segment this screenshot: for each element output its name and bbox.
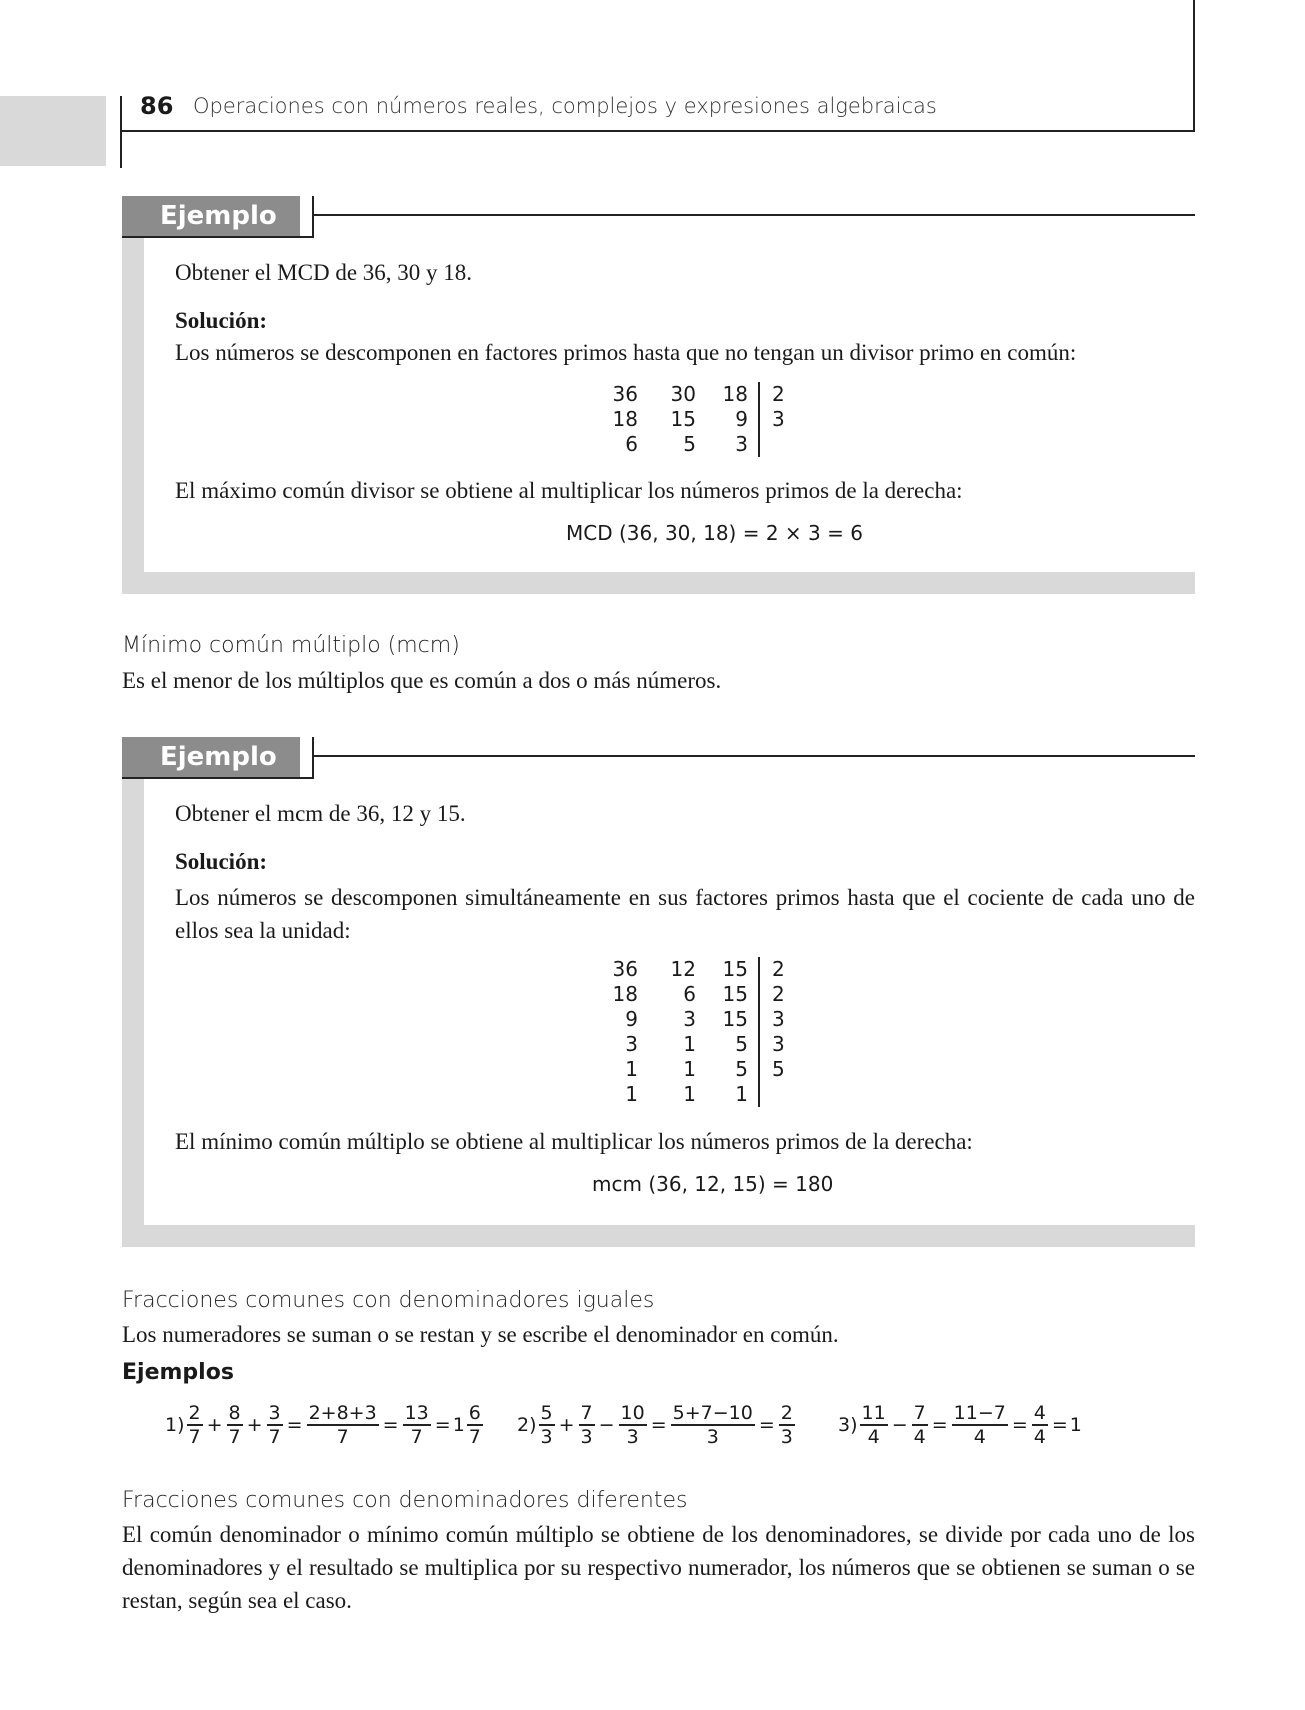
table-row [612,1007,800,1032]
example-tab: Ejemplo [122,196,300,236]
prime-factor: 3 [759,1007,800,1032]
fraction-example-2: 2) $\frac{5}{3}$ + $\frac{7}{3}$ − $\frac{10}{3}$ = $\frac{5+7-10}{3}$ = $\frac{2}{3}$ [517,1402,793,1448]
section-title-different-denominators: Fracciones comunes con denominadores diferentes [122,1488,688,1513]
table-cell: 5 [683,432,696,456]
table-cell: 36 [612,957,638,981]
prime-division-table [612,957,800,1107]
fraction: $\frac{5+7-10}{3}$ [672,1402,753,1448]
fraction: $\frac{13}{7}$ [404,1402,429,1448]
fraction: $\frac{3}{7}$ [268,1402,281,1448]
table-cell: 18 [612,982,638,1006]
result-equation: MCD (36, 30, 18) = 2 × 3 = 6 [566,521,863,545]
example-tab: Ejemplo [122,737,300,777]
fraction: $\frac{11}{4}$ [861,1402,886,1448]
prime-factor: 5 [759,1057,800,1082]
table-cell: 5 [735,1057,748,1081]
fraction: $\frac{2+8+3}{7}$ [308,1402,377,1448]
table-cell: 6 [683,982,696,1006]
table-cell: 1 [683,1057,696,1081]
examples-heading: Ejemplos [122,1360,234,1385]
prime-factor: 2 [759,982,800,1007]
table-cell: 12 [670,957,696,981]
prime-factor [759,1082,800,1107]
table-cell: 15 [722,957,748,981]
header-divider-vertical [120,96,122,168]
table-cell: 1 [683,1032,696,1056]
table-cell: 5 [735,1032,748,1056]
solution-label: Solución: [175,849,268,874]
table-cell: 15 [722,982,748,1006]
example-bottom-bar [122,572,1195,594]
example-statement: Obtener el mcm de 36, 12 y 15. [175,801,466,826]
section-text-mcm: Es el menor de los múltiplos que es común a dos o más números. [122,668,722,693]
section-title-equal-denominators: Fracciones comunes con denominadores iguales [122,1288,655,1313]
example-number: 3) [838,1413,858,1436]
fraction: $\frac{2}{7}$ [188,1402,201,1448]
table-row [612,1032,800,1057]
prime-factor: 2 [759,382,800,407]
tab-border-bottom [122,777,314,779]
mixed-number: 1 $\frac{6}{7}$ [452,1402,481,1448]
fraction: $\frac{2}{3}$ [780,1402,793,1448]
table-cell: 36 [612,382,638,406]
solution-label: Solución: [175,308,268,333]
final-result: 1 [1069,1413,1082,1436]
table-row [612,982,800,1007]
table-cell: 1 [683,1082,696,1106]
table-cell: 15 [670,407,696,431]
table-cell: 3 [625,1032,638,1056]
result-equation: mcm (36, 12, 15) = 180 [592,1172,834,1196]
table-row [612,407,800,432]
example-bottom-bar [122,1225,1195,1247]
table-cell: 3 [683,1007,696,1031]
table-cell: 9 [625,1007,638,1031]
table-cell: 18 [722,382,748,406]
tab-border [312,737,314,779]
prime-division-table [612,382,800,457]
fraction: $\frac{10}{3}$ [620,1402,645,1448]
table-row [612,957,800,982]
conclusion-text: El mínimo común múltiplo se obtiene al multiplicar los números primos de la derecha: [175,1129,973,1154]
section-title-mcm: Mínimo común múltiplo (mcm) [122,633,460,658]
fraction: $\frac{7}{4}$ [913,1402,926,1448]
fraction: $\frac{7}{3}$ [580,1402,593,1448]
table-row [612,382,800,407]
fraction: $\frac{4}{4}$ [1033,1402,1046,1448]
table-row [612,1057,800,1082]
table-row [612,432,800,457]
example-left-bar [122,779,144,1245]
table-cell: 9 [735,407,748,431]
prime-factor: 3 [759,1032,800,1057]
table-cell: 18 [612,407,638,431]
prime-factor: 2 [759,957,800,982]
header-gray-block [0,96,106,166]
example-statement: Obtener el MCD de 36, 30 y 18. [175,260,473,285]
fraction-example-1: 1) $\frac{2}{7}$ + $\frac{8}{7}$ + $\frac{3}{7}$ = $\frac{2+8+3}{7}$ = $\frac{13}{7}$ = 1 $\frac{6}{7}$ [165,1402,485,1448]
example-box-mcd [122,196,1195,591]
solution-text: Los números se descomponen en factores primos hasta que no tengan un divisor primo en común: [175,340,1077,365]
prime-factor [759,432,800,457]
fraction: $\frac{5}{3}$ [540,1402,553,1448]
header-rule [120,130,1195,132]
example-number: 2) [517,1413,537,1436]
example-top-rule [314,214,1195,216]
solution-text: Los números se descomponen simultáneamente en sus factores primos hasta que el cociente de cada uno de ellos sea la unidad: [175,885,1195,943]
table-cell: 15 [722,1007,748,1031]
table-cell: 6 [625,432,638,456]
table-cell: 3 [735,432,748,456]
fraction: $\frac{11-7}{4}$ [953,1402,1006,1448]
table-cell: 30 [670,382,696,406]
table-cell: 1 [625,1082,638,1106]
running-title: Operaciones con números reales, complejos y expresiones algebraicas [193,94,937,118]
table-cell: 1 [625,1057,638,1081]
section-text-different-denominators: El común denominador o mínimo común múltiplo se obtiene de los denominadores, se divide por cada uno de los denominadores y el resultado se multiplica por su respectivo numerador, los números que se obtienen se suman o se restan, según sea el caso. [122,1522,1195,1613]
prime-factor: 3 [759,407,800,432]
tab-border [312,196,314,238]
fraction-example-3: 3) $\frac{11}{4}$ − $\frac{7}{4}$ = $\frac{11-7}{4}$ = $\frac{4}{4}$ = 1 [838,1402,1082,1448]
example-box-mcm [122,737,1195,1237]
example-left-bar [122,238,144,591]
conclusion-text: El máximo común divisor se obtiene al multiplicar los números primos de la derecha: [175,478,963,503]
page-number: 86 [140,92,174,120]
table-cell: 1 [735,1082,748,1106]
section-text-equal-denominators: Los numeradores se suman o se restan y se escribe el denominador en común. [122,1322,839,1347]
tab-border-bottom [122,236,314,238]
header-right-rule [1193,0,1195,132]
example-number: 1) [165,1413,185,1436]
table-row [612,1082,800,1107]
fraction: $\frac{8}{7}$ [228,1402,241,1448]
example-top-rule [314,755,1195,757]
